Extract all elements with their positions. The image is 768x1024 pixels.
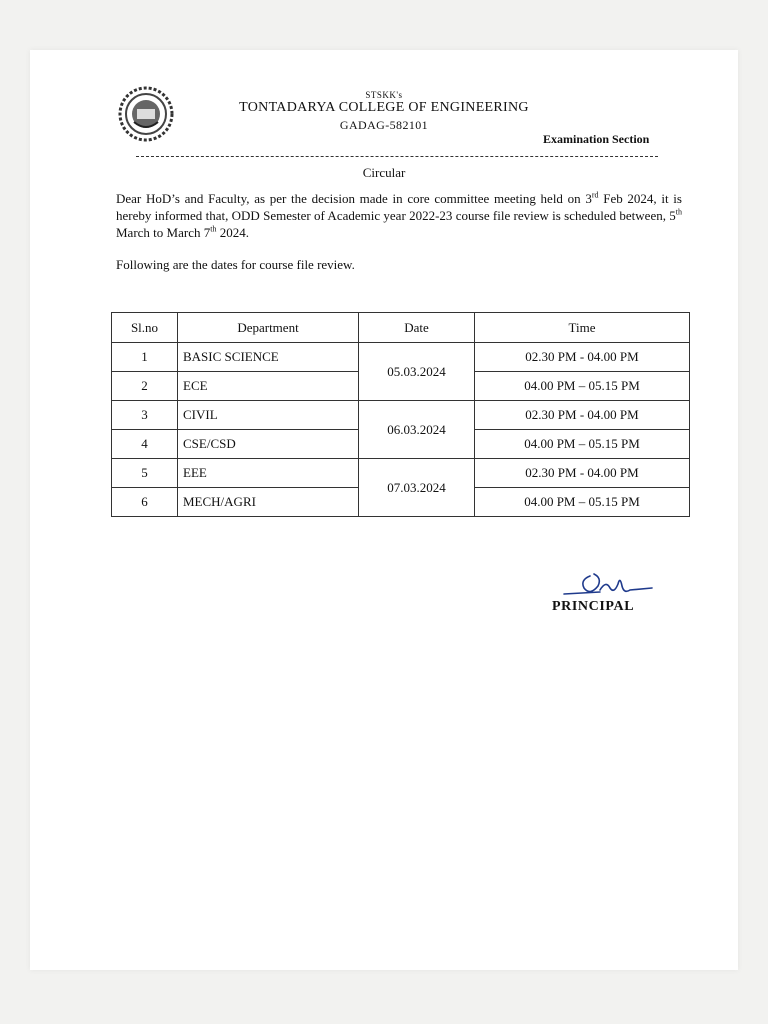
cell-slno: 6 bbox=[112, 488, 178, 517]
cell-time: 04.00 PM – 05.15 PM bbox=[475, 372, 690, 401]
header-date: Date bbox=[359, 313, 475, 343]
cell-date: 07.03.2024 bbox=[359, 459, 475, 517]
cell-time: 04.00 PM – 05.15 PM bbox=[475, 430, 690, 459]
table-row bbox=[112, 459, 690, 488]
table-header-row bbox=[112, 313, 690, 343]
signature-icon bbox=[560, 566, 656, 602]
cell-department: MECH/AGRI bbox=[178, 488, 359, 517]
cell-department: EEE bbox=[178, 459, 359, 488]
cell-slno: 5 bbox=[112, 459, 178, 488]
cell-time: 02.30 PM - 04.00 PM bbox=[475, 459, 690, 488]
cell-department: BASIC SCIENCE bbox=[178, 343, 359, 372]
cell-time: 04.00 PM – 05.15 PM bbox=[475, 488, 690, 517]
table-row bbox=[112, 343, 690, 372]
header-time: Time bbox=[475, 313, 690, 343]
cell-date: 05.03.2024 bbox=[359, 343, 475, 401]
cell-slno: 2 bbox=[112, 372, 178, 401]
table-row bbox=[112, 401, 690, 430]
cell-date: 06.03.2024 bbox=[359, 401, 475, 459]
cell-department: ECE bbox=[178, 372, 359, 401]
cell-department: CIVIL bbox=[178, 401, 359, 430]
cell-time: 02.30 PM - 04.00 PM bbox=[475, 343, 690, 372]
cell-slno: 1 bbox=[112, 343, 178, 372]
header-slno: Sl.no bbox=[112, 313, 178, 343]
cell-time: 02.30 PM - 04.00 PM bbox=[475, 401, 690, 430]
section-label: Examination Section bbox=[543, 132, 650, 146]
cell-department: CSE/CSD bbox=[178, 430, 359, 459]
circular-paragraph: Dear HoD’s and Faculty, as per the decision made in core committee meeting held on 3rd Feb 2024, it is hereby informed that, ODD Semester of Academic year 2022-23 course file review is scheduled between, 5th March to March 7th 2024. bbox=[116, 190, 682, 240]
review-intro: Following are the dates for course file review. bbox=[116, 257, 355, 272]
signatory-title: PRINCIPAL bbox=[552, 599, 635, 614]
college-name: TONTADARYA COLLEGE OF ENGINEERING bbox=[239, 100, 529, 115]
header-divider bbox=[136, 156, 658, 157]
cell-slno: 3 bbox=[112, 401, 178, 430]
trust-name: STSKK's bbox=[365, 90, 403, 100]
review-schedule-table bbox=[111, 312, 690, 517]
circular-title: Circular bbox=[362, 165, 406, 180]
cell-slno: 4 bbox=[112, 430, 178, 459]
college-city: GADAG-582101 bbox=[339, 118, 429, 132]
header-department: Department bbox=[178, 313, 359, 343]
